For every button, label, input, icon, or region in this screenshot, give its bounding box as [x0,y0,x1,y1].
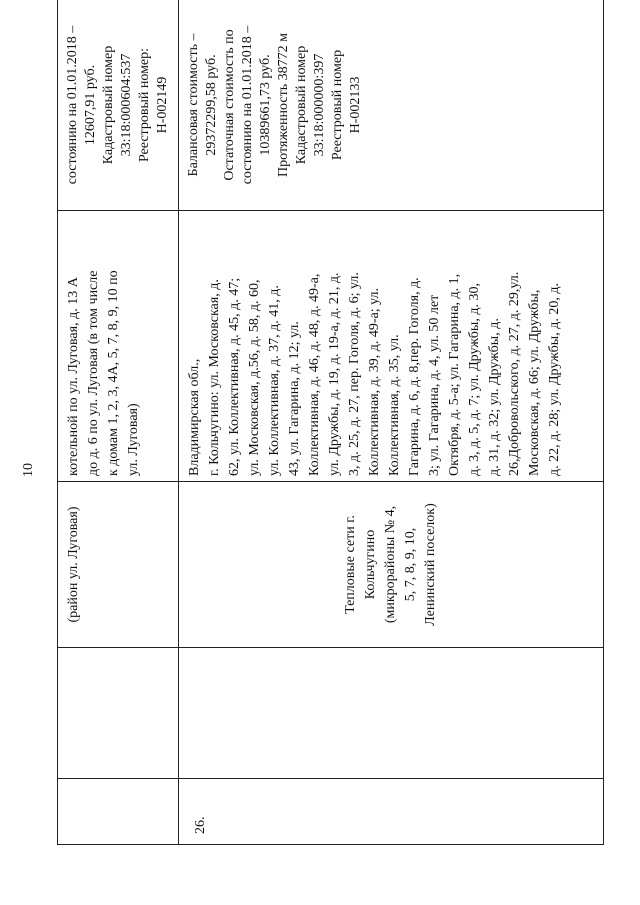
object-name-cell: Тепловые сети г. Кольчугино (микрорайоны № 4, 5, 7, 8, 9, 10, Ленинский поселок) [179,482,604,648]
cost-cell: состоянию на 01.01.2018 – 12607,91 руб. Кадастровый номер 33:18:000604:537 Реестровый номер: Н-002149 [58,0,179,211]
empty-cell [179,648,604,779]
table-row [179,0,604,845]
table-row [58,0,179,845]
row-number-cell [58,779,179,845]
empty-cell [58,648,179,779]
row-number-cell: 26. [179,779,604,845]
rotated-table-container [57,25,590,845]
address-cell: котельной по ул. Луговая, д. 13 А до д. 6 по ул. Луговая (в том числе к домам 1, 2, 3, 4А, 5, 7, 8, 9, 10 по ул. Луговая) [58,211,179,482]
property-table [57,0,604,845]
cost-cell: Балансовая стоимость – 29372299,58 руб. Остаточная стоимость по состоянию на 01.01.2018 – 10389661,73 руб. Протяженность 38772 м Кадастровый номер 33:18:000000:397 Реестровый номер Н-002133 [179,0,604,211]
object-name-cell: (район ул. Луговая) [58,482,179,648]
page-number: 10 [21,463,36,477]
address-cell: Владимирская обл., г. Кольчугино: ул. Московская, д. 62, ул. Коллективная, д. 45, д. 47; ул. Московская, д.56, д. 58, д. 60, ул. Коллективная, д. 37, д. 41, д. 43, ул. Гагарина, д. 12; ул. Коллективная, д. 46, д. 48, д. 49-а, ул. Дружбы, д. 19, д. 19-а, д. 21, д. 3, д. 25, д. 27, пер. Гоголя, д. 6; ул. Коллективная, д. 39, д. 49-а; ул. Коллективная, д. 35, ул. Гагарина, д. 6, д. 8,пер. Гоголя, д. 3; ул. Гагарина, д. 4, ул. 50 лет Октября, д. 5-а; ул. Гагарина, д. 1, д. 3, д. 5, д. 7; ул. Дружбы, д. 30, д. 31, д. 32; ул. Дружбы, д. 26,Добровольского, д. 27, д. 29,ул. Московская, д. 66; ул. Дружбы, д. 22, д. 28; ул. Дружбы, д. 20, д. [179,211,604,482]
